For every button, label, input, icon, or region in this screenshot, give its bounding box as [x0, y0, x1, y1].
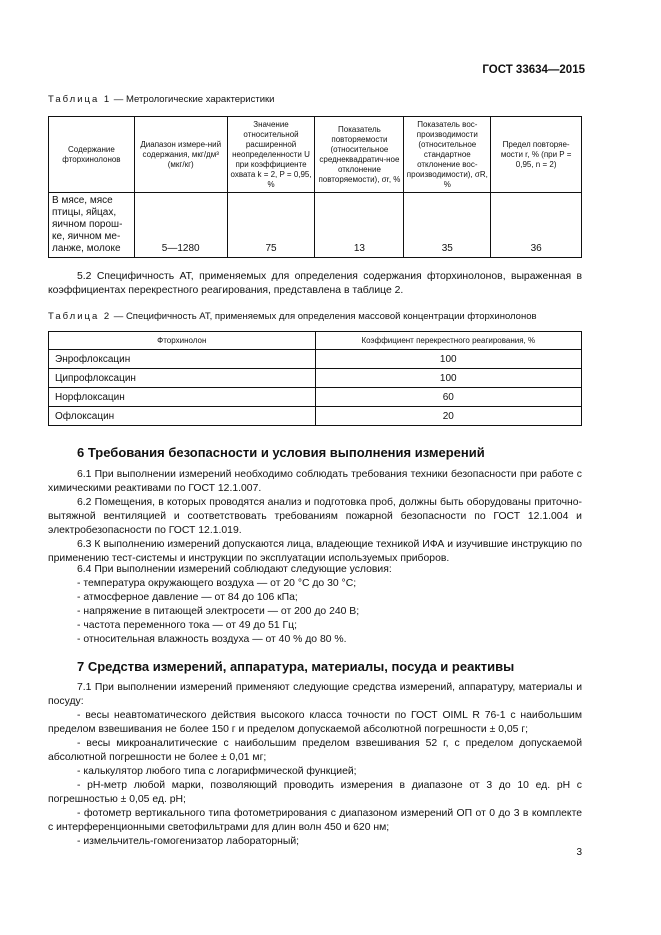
- table2-row: [49, 407, 582, 426]
- list-item: - калькулятор любого типа с логарифмической функцией;: [77, 766, 357, 777]
- table2-name-cell: Энрофлоксацин: [49, 350, 316, 369]
- list-item: - напряжение в питающей электросети — от 200 до 240 В;: [77, 606, 360, 617]
- table2-header-cell: Коэффициент перекрестного реагирования, %: [315, 332, 581, 350]
- table2-name-cell: Офлоксацин: [49, 407, 316, 426]
- list-item: - рН-метр любой марки, позволяющий проводить измерения в диапазоне от 3 до 10 ед. рН с погрешностью ± 0,05 ед. рН;: [48, 780, 582, 805]
- table1-cell: В мясе, мясе птицы, яйцах, яичном порош-ке, яичном ме-ланже, молоке: [49, 193, 135, 258]
- table1-cell: 75: [227, 193, 315, 258]
- table2-name-cell: Норфлоксацин: [49, 388, 316, 407]
- table2-caption: [48, 311, 537, 322]
- list-item: - температура окружающего воздуха — от 20 °С до 30 °С;: [77, 578, 357, 589]
- list-item: - измельчитель-гомогенизатор лабораторный;: [77, 836, 300, 847]
- table1-header-cell: Содержание фторхинолонов: [49, 117, 135, 193]
- table2-value-cell: 60: [315, 388, 581, 407]
- paragraph-6-2: 6.2 Помещения, в которых проводятся анализ и подготовка проб, должны быть оборудованы приточно-вытяжной вентиляцией и соответствовать требованиям пожарной безопасности по ГОСТ 12.1.004 и электробезопасности по ГОСТ 12.1.019.: [48, 497, 582, 536]
- table2-value-cell: 20: [315, 407, 581, 426]
- equipment-list: [48, 709, 582, 849]
- table2-header-row: [49, 332, 582, 350]
- section-7-heading: 7 Средства измерений, аппаратура, материалы, посуда и реактивы: [77, 659, 515, 674]
- list-item: - весы микроаналитические с наибольшим пределом взвешивания 52 г, с пределом допускаемой абсолютной погрешности не более ± 0,01 мг;: [48, 738, 582, 763]
- paragraph-7-1: 7.1 При выполнении измерений применяют следующие средства измерений, аппаратуру, материалы и посуду:: [48, 682, 582, 707]
- list-item: - весы неавтоматического действия высокого класса точности по ГОСТ OIML R 76-1 с наибольшим пределом взвешивания не более 150 г и пределом допускаемой абсолютной погрешности ± 0,05 г;: [48, 710, 582, 735]
- list-item: - фотометр вертикального типа фотометрирования с диапазоном измерений ОП от 0 до 3 в комплекте с интерференционными светофильтрами для длин волн 450 и 620 нм;: [48, 808, 582, 833]
- table1-cell: 13: [315, 193, 404, 258]
- list-item: - относительная влажность воздуха — от 40 % до 80 %.: [77, 634, 347, 645]
- section-6-heading: 6 Требования безопасности и условия выполнения измерений: [77, 445, 485, 460]
- table1-header-row: [49, 117, 582, 193]
- list-item: - атмосферное давление — от 84 до 106 кПа;: [77, 592, 298, 603]
- paragraph-6-3: 6.3 К выполнению измерений допускаются лица, владеющие техникой ИФА и изучившие инструкцию по применению тест-системы и инструкции по эксплуатации используемых приборов.: [48, 539, 582, 564]
- conditions-list: [48, 577, 582, 647]
- paragraph-6-4: 6.4 При выполнении измерений соблюдают следующие условия:: [77, 564, 392, 575]
- table1-header-cell: Диапазон измере-ний содержания, мкг/дм³ (мкг/кг): [134, 117, 227, 193]
- table2-caption-text: — Специфичность АТ, применяемых для определения массовой концентрации фторхинолонов: [111, 311, 537, 322]
- table1-caption-prefix: Таблица 1: [48, 94, 112, 105]
- table2-caption-prefix: Таблица 2: [48, 311, 112, 322]
- table1-caption: [48, 94, 274, 105]
- list-item: - частота переменного тока — от 49 до 51 Гц;: [77, 620, 298, 631]
- table2-row: [49, 350, 582, 369]
- paragraph-6-1: 6.1 При выполнении измерений необходимо соблюдать требования техники безопасности при работе с химическими реактивами по ГОСТ 12.1.007.: [48, 469, 582, 494]
- table1-caption-text: — Метрологические характеристики: [111, 94, 275, 105]
- table2-row: [49, 369, 582, 388]
- specificity-table: [48, 331, 582, 426]
- table1-header-cell: Показатель повторяемости (относительное среднеквадратич-ное отклонение повторяемости), σr, %: [315, 117, 404, 193]
- table2-name-cell: Ципрофлоксацин: [49, 369, 316, 388]
- table2-value-cell: 100: [315, 350, 581, 369]
- metrological-table: [48, 116, 582, 258]
- document-id: ГОСТ 33634—2015: [482, 64, 585, 76]
- table1-row: [49, 193, 582, 258]
- table1-cell: 36: [491, 193, 582, 258]
- table1-header-cell: Предел повторяе-мости r, % (при P = 0,95, n = 2): [491, 117, 582, 193]
- page-number: 3: [576, 847, 582, 858]
- table2-header-cell: Фторхинолон: [49, 332, 316, 350]
- table2-row: [49, 388, 582, 407]
- table1-cell: 35: [404, 193, 491, 258]
- table2-value-cell: 100: [315, 369, 581, 388]
- table1-header-cell: Значение относительной расширенной неопределенности U при коэффициенте охвата k = 2, P = 0,95, %: [227, 117, 315, 193]
- paragraph-5-2: 5.2 Специфичность АТ, применяемых для определения содержания фторхинолонов, выраженная в коэффициентах перекрестного реагирования, представлена в таблице 2.: [48, 271, 582, 296]
- table1-cell: 5—1280: [134, 193, 227, 258]
- table1-header-cell: Показатель вос-производимости (относительное стандартное отклонение вос-производимости), σR, %: [404, 117, 491, 193]
